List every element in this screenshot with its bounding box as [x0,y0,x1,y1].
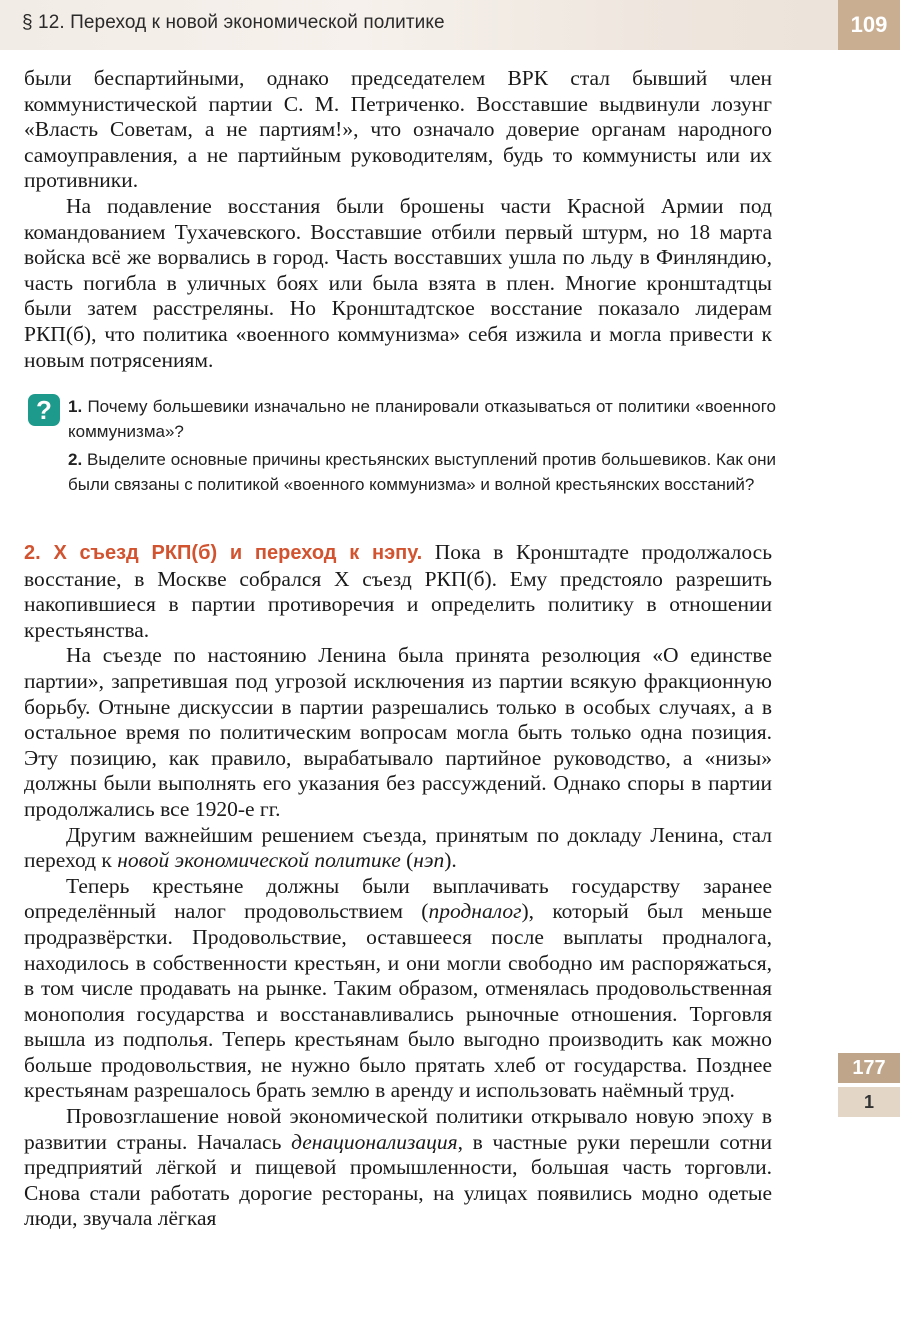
paragraph: На подавление восстания были брошены части Красной Армии под командованием Тухачевского. Восставшие отбили первый штурм, но 18 марта войска всё же ворвались в город. Часть восставших ушла по льду в Финляндию, часть погибла в уличных боях или была взята в плен. Многие кронштадтцы были затем расстреляны. Но Кронштадтское восстание показало лидерам РКП(б), что политика «военного коммунизма» себя изжила и могла привести к новым потрясениям. [24,193,772,372]
text-run: ). [444,848,457,873]
question-list [68,394,776,497]
text-run: ( [400,848,414,873]
side-tab-current[interactable]: 1 [838,1087,900,1117]
section-lead: Пока в Кронштадте продолжалось восстание, в Москве собрался X съезд РКП(б). Ему предстояло разрешить накопившиеся в партии противоречия и определить политику в отношении крестьянства. [24,540,772,642]
text-run: Другим важнейшим решением съезда, принятым по докладу Ленина, стал переход к [24,822,772,873]
question-icon: ? [28,394,60,426]
paragraph: были беспартийными, однако председателем ВРК стал бывший член коммунистической партии С. М. Петриченко. Восставшие выдвинули лозунг «Власть Советам, а не партиям!», что означало доверие органам народного самоуправления, а не партийным руководителям, будь то коммунисты или их противники. [24,66,772,193]
question-item [68,394,776,444]
question-number: 2. [68,450,83,469]
section-heading: 2. X съезд РКП(б) и переход к нэпу. [24,542,423,564]
questions-block [28,394,776,500]
question-text: Почему большевики изначально не планировали отказываться от политики «военного коммунизма»? [68,397,776,441]
term-italic: продналог [428,899,522,924]
paragraph [24,1104,772,1232]
paragraph [24,874,772,1104]
paragraph: На съезде по настоянию Ленина была принята резолюция «О единстве партии», запретившая под угрозой исключения из партии всякую фракционную борьбу. Отныне дискуссии в партии разрешались только в особых случаях, а в остальное время по политическим вопросам могла быть только одна позиция. Эту позицию, как правило, вырабатывало партийное руководство, а «низы» должны были выполнять его указания без рассуждений. Однако споры в партии продолжались все 1920-е гг. [24,643,772,821]
running-title: § 12. Переход к новой экономической политике [22,12,445,33]
side-tab-total[interactable]: 177 [838,1053,900,1083]
text-run: ), который был меньше продразвёрстки. Продовольствие, оставшееся после выплаты продналога, находилось в собственности крестьян, и они могли свободно им распоряжаться, в том числе продавать на рынке. Таким образом, отменялась продовольственная монополия государства и восстанавливались рыночные отношения. Торговля вышла из подполья. Теперь крестьянам было выгодно производить как можно больше продовольствия, не нужно было прятать хлеб от государства. Позднее крестьянам разрешалось брать землю в аренду и использовать наёмный труд. [24,899,772,1103]
paragraph [24,823,772,874]
text-run: , в частные руки перешли сотни предприятий лёгкой и пищевой промышленности, большая часть торговли. Снова стали работать дорогие рестораны, на улицах появились модно одетые люди, звучала лёгкая [24,1129,773,1231]
text-run: Провозглашение новой экономической политики открывало новую эпоху в развитии страны. Началась [24,1104,772,1154]
text-run: Теперь крестьяне должны были выплачивать государству заранее определённый налог продовольствием ( [24,873,772,924]
question-item [68,447,776,497]
body-text-top [24,66,772,373]
section-2 [24,540,772,1232]
term-italic: новой экономической политике [117,848,401,873]
term-italic: денационализация [291,1129,458,1154]
term-italic: нэп [413,848,445,873]
page-number: 109 [838,0,900,50]
question-text: Выделите основные причины крестьянских выступлений против большевиков. Как они были связаны с политикой «военного коммунизма» и волной крестьянских восстаний? [68,450,776,494]
question-number: 1. [68,397,83,416]
paragraph [24,540,772,643]
